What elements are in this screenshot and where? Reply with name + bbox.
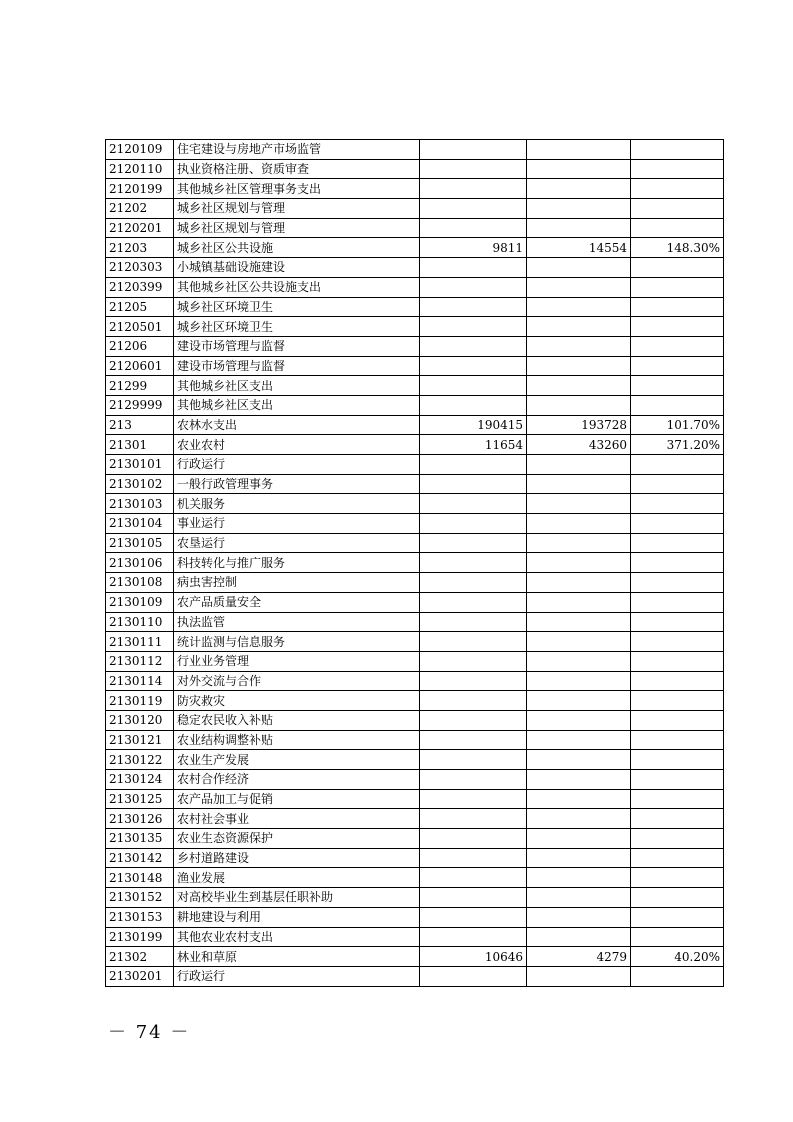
row-value-1-cell: [420, 218, 527, 238]
row-code-cell: 2130199: [106, 927, 174, 947]
row-value-2-cell: [527, 474, 631, 494]
table-row: [106, 789, 724, 809]
row-name-cell: 城乡社区规划与管理: [174, 218, 420, 238]
row-value-3-cell: [631, 789, 724, 809]
row-code-cell: 2120399: [106, 277, 174, 297]
table-row: [106, 395, 724, 415]
row-name-cell: 农产品加工与促销: [174, 789, 420, 809]
row-value-1-cell: 190415: [420, 415, 527, 435]
row-code-cell: 2130108: [106, 573, 174, 593]
row-value-2-cell: [527, 907, 631, 927]
row-value-3-cell: [631, 514, 724, 534]
table-row: [106, 415, 724, 435]
row-value-3-cell: [631, 671, 724, 691]
row-value-3-cell: [631, 317, 724, 337]
row-value-2-cell: [527, 651, 631, 671]
row-value-3-cell: [631, 907, 724, 927]
row-name-cell: 对外交流与合作: [174, 671, 420, 691]
row-name-cell: 城乡社区公共设施: [174, 238, 420, 258]
row-value-2-cell: [527, 730, 631, 750]
row-value-1-cell: 11654: [420, 435, 527, 455]
table-row: [106, 573, 724, 593]
row-value-1-cell: [420, 927, 527, 947]
table-row: [106, 455, 724, 475]
row-code-cell: 2130135: [106, 829, 174, 849]
table-row: [106, 474, 724, 494]
row-value-2-cell: [527, 455, 631, 475]
row-value-1-cell: [420, 140, 527, 160]
row-value-1-cell: [420, 888, 527, 908]
row-value-1-cell: [420, 868, 527, 888]
row-value-2-cell: 43260: [527, 435, 631, 455]
row-code-cell: 2130119: [106, 691, 174, 711]
row-value-3-cell: [631, 179, 724, 199]
row-name-cell: 一般行政管理事务: [174, 474, 420, 494]
row-value-2-cell: [527, 789, 631, 809]
row-value-3-cell: 148.30%: [631, 238, 724, 258]
row-value-3-cell: [631, 966, 724, 986]
row-value-1-cell: [420, 258, 527, 278]
table-row: [106, 159, 724, 179]
row-code-cell: 2130106: [106, 553, 174, 573]
row-name-cell: 城乡社区规划与管理: [174, 199, 420, 219]
row-value-3-cell: [631, 809, 724, 829]
row-code-cell: 2120110: [106, 159, 174, 179]
row-value-2-cell: [527, 258, 631, 278]
row-value-2-cell: [527, 966, 631, 986]
row-value-3-cell: [631, 691, 724, 711]
table-row: [106, 907, 724, 927]
row-value-2-cell: [527, 612, 631, 632]
row-code-cell: 2130112: [106, 651, 174, 671]
table-row: [106, 218, 724, 238]
row-code-cell: 213: [106, 415, 174, 435]
row-code-cell: 2120303: [106, 258, 174, 278]
row-value-1-cell: [420, 829, 527, 849]
row-value-1-cell: [420, 848, 527, 868]
row-code-cell: 2130105: [106, 533, 174, 553]
row-name-cell: 行政运行: [174, 966, 420, 986]
row-value-1-cell: [420, 789, 527, 809]
row-value-2-cell: [527, 514, 631, 534]
row-value-1-cell: [420, 750, 527, 770]
row-code-cell: 2130125: [106, 789, 174, 809]
table-row: [106, 966, 724, 986]
row-name-cell: 林业和草原: [174, 947, 420, 967]
row-value-3-cell: [631, 258, 724, 278]
row-value-3-cell: [631, 888, 724, 908]
row-code-cell: 2130120: [106, 710, 174, 730]
row-value-1-cell: [420, 277, 527, 297]
row-name-cell: 执业资格注册、资质审查: [174, 159, 420, 179]
row-code-cell: 2130101: [106, 455, 174, 475]
row-value-3-cell: [631, 868, 724, 888]
row-value-2-cell: [527, 140, 631, 160]
table-row: [106, 514, 724, 534]
row-name-cell: 对高校毕业生到基层任职补助: [174, 888, 420, 908]
row-value-3-cell: [631, 159, 724, 179]
row-value-2-cell: [527, 277, 631, 297]
row-code-cell: 21203: [106, 238, 174, 258]
row-code-cell: 2130103: [106, 494, 174, 514]
row-value-1-cell: [420, 573, 527, 593]
row-value-2-cell: [527, 159, 631, 179]
row-value-1-cell: [420, 612, 527, 632]
row-name-cell: 耕地建设与利用: [174, 907, 420, 927]
table-row: [106, 140, 724, 160]
table-row: [106, 612, 724, 632]
row-value-2-cell: [527, 336, 631, 356]
row-value-2-cell: [527, 888, 631, 908]
row-name-cell: 住宅建设与房地产市场监管: [174, 140, 420, 160]
row-value-1-cell: 10646: [420, 947, 527, 967]
row-value-1-cell: [420, 376, 527, 396]
row-name-cell: 其他城乡社区管理事务支出: [174, 179, 420, 199]
row-value-3-cell: [631, 829, 724, 849]
row-value-3-cell: [631, 336, 724, 356]
row-code-cell: 2130152: [106, 888, 174, 908]
row-name-cell: 城乡社区环境卫生: [174, 317, 420, 337]
row-value-2-cell: [527, 317, 631, 337]
table-row: [106, 710, 724, 730]
table-row: [106, 376, 724, 396]
row-code-cell: 2120501: [106, 317, 174, 337]
table-row: [106, 356, 724, 376]
row-name-cell: 农产品质量安全: [174, 592, 420, 612]
row-value-2-cell: [527, 691, 631, 711]
row-value-2-cell: [527, 573, 631, 593]
row-value-3-cell: [631, 474, 724, 494]
row-name-cell: 执法监管: [174, 612, 420, 632]
row-code-cell: 2130114: [106, 671, 174, 691]
table-row: [106, 868, 724, 888]
row-value-1-cell: [420, 907, 527, 927]
row-value-1-cell: [420, 592, 527, 612]
row-code-cell: 2130153: [106, 907, 174, 927]
row-name-cell: 科技转化与推广服务: [174, 553, 420, 573]
row-code-cell: 21205: [106, 297, 174, 317]
row-value-1-cell: [420, 395, 527, 415]
table-row: [106, 297, 724, 317]
table-row: [106, 179, 724, 199]
row-value-3-cell: 40.20%: [631, 947, 724, 967]
row-name-cell: 统计监测与信息服务: [174, 632, 420, 652]
row-value-3-cell: [631, 277, 724, 297]
row-value-2-cell: [527, 297, 631, 317]
row-name-cell: 其他城乡社区支出: [174, 376, 420, 396]
row-value-1-cell: [420, 730, 527, 750]
row-value-3-cell: [631, 297, 724, 317]
row-code-cell: 2130109: [106, 592, 174, 612]
row-value-1-cell: 9811: [420, 238, 527, 258]
table-row: [106, 770, 724, 790]
row-name-cell: 其他农业农村支出: [174, 927, 420, 947]
row-value-2-cell: 14554: [527, 238, 631, 258]
table-row: [106, 258, 724, 278]
table-row: [106, 829, 724, 849]
table-row: [106, 947, 724, 967]
row-code-cell: 2130124: [106, 770, 174, 790]
row-name-cell: 农业生产发展: [174, 750, 420, 770]
row-value-3-cell: [631, 533, 724, 553]
row-code-cell: 2130142: [106, 848, 174, 868]
row-name-cell: 建设市场管理与监督: [174, 356, 420, 376]
row-value-2-cell: [527, 199, 631, 219]
table-row: [106, 848, 724, 868]
row-name-cell: 事业运行: [174, 514, 420, 534]
row-code-cell: 2130126: [106, 809, 174, 829]
row-value-2-cell: [527, 868, 631, 888]
row-value-3-cell: [631, 730, 724, 750]
row-name-cell: 稳定农民收入补贴: [174, 710, 420, 730]
row-value-1-cell: [420, 336, 527, 356]
row-code-cell: 2130110: [106, 612, 174, 632]
row-name-cell: 农垦运行: [174, 533, 420, 553]
page-number: － 74 －: [108, 1022, 191, 1043]
row-code-cell: 2130121: [106, 730, 174, 750]
table-row: [106, 238, 724, 258]
row-value-2-cell: [527, 710, 631, 730]
row-value-3-cell: [631, 632, 724, 652]
row-value-1-cell: [420, 710, 527, 730]
row-value-3-cell: [631, 199, 724, 219]
row-value-3-cell: [631, 573, 724, 593]
row-value-2-cell: [527, 218, 631, 238]
row-name-cell: 机关服务: [174, 494, 420, 514]
row-name-cell: 其他城乡社区支出: [174, 395, 420, 415]
row-value-2-cell: [527, 592, 631, 612]
table-row: [106, 592, 724, 612]
budget-table-body: [106, 140, 724, 987]
row-code-cell: 2130102: [106, 474, 174, 494]
row-code-cell: 2120201: [106, 218, 174, 238]
row-value-1-cell: [420, 199, 527, 219]
row-value-1-cell: [420, 770, 527, 790]
row-value-1-cell: [420, 553, 527, 573]
row-name-cell: 其他城乡社区公共设施支出: [174, 277, 420, 297]
row-value-1-cell: [420, 966, 527, 986]
row-name-cell: 行政运行: [174, 455, 420, 475]
row-value-3-cell: 101.70%: [631, 415, 724, 435]
row-value-2-cell: [527, 632, 631, 652]
row-code-cell: 21202: [106, 199, 174, 219]
row-value-2-cell: [527, 809, 631, 829]
row-value-2-cell: [527, 829, 631, 849]
row-value-2-cell: [527, 750, 631, 770]
table-row: [106, 533, 724, 553]
table-row: [106, 809, 724, 829]
row-value-1-cell: [420, 297, 527, 317]
row-value-3-cell: [631, 927, 724, 947]
row-value-3-cell: [631, 770, 724, 790]
row-value-1-cell: [420, 474, 527, 494]
table-row: [106, 494, 724, 514]
table-row: [106, 277, 724, 297]
table-row: [106, 651, 724, 671]
table-row: [106, 553, 724, 573]
row-name-cell: 行业业务管理: [174, 651, 420, 671]
row-name-cell: 农业农村: [174, 435, 420, 455]
row-value-1-cell: [420, 809, 527, 829]
row-value-3-cell: [631, 651, 724, 671]
table-row: [106, 336, 724, 356]
row-value-2-cell: [527, 553, 631, 573]
row-name-cell: 农业结构调整补贴: [174, 730, 420, 750]
row-value-1-cell: [420, 455, 527, 475]
row-name-cell: 防灾救灾: [174, 691, 420, 711]
row-code-cell: 2130122: [106, 750, 174, 770]
row-name-cell: 建设市场管理与监督: [174, 336, 420, 356]
row-value-1-cell: [420, 179, 527, 199]
row-name-cell: 农业生态资源保护: [174, 829, 420, 849]
row-code-cell: 2120109: [106, 140, 174, 160]
row-name-cell: 病虫害控制: [174, 573, 420, 593]
row-value-1-cell: [420, 514, 527, 534]
row-value-3-cell: [631, 710, 724, 730]
row-value-3-cell: [631, 356, 724, 376]
row-code-cell: 21206: [106, 336, 174, 356]
table-row: [106, 199, 724, 219]
row-value-3-cell: [631, 395, 724, 415]
row-value-3-cell: [631, 218, 724, 238]
row-value-2-cell: [527, 671, 631, 691]
row-code-cell: 2120601: [106, 356, 174, 376]
row-value-1-cell: [420, 356, 527, 376]
row-value-2-cell: [527, 376, 631, 396]
row-value-2-cell: [527, 356, 631, 376]
row-value-3-cell: [631, 376, 724, 396]
row-value-1-cell: [420, 159, 527, 179]
table-row: [106, 730, 724, 750]
row-value-2-cell: [527, 179, 631, 199]
row-value-1-cell: [420, 691, 527, 711]
row-code-cell: 21301: [106, 435, 174, 455]
row-code-cell: 2130201: [106, 966, 174, 986]
table-row: [106, 691, 724, 711]
row-value-2-cell: [527, 770, 631, 790]
row-code-cell: 2130148: [106, 868, 174, 888]
row-name-cell: 乡村道路建设: [174, 848, 420, 868]
row-value-3-cell: [631, 612, 724, 632]
row-name-cell: 渔业发展: [174, 868, 420, 888]
table-row: [106, 317, 724, 337]
row-value-1-cell: [420, 671, 527, 691]
row-value-3-cell: [631, 553, 724, 573]
budget-table: [105, 139, 724, 987]
table-row: [106, 750, 724, 770]
row-code-cell: 2120199: [106, 179, 174, 199]
row-value-2-cell: [527, 927, 631, 947]
table-row: [106, 671, 724, 691]
table-row: [106, 927, 724, 947]
row-name-cell: 农村社会事业: [174, 809, 420, 829]
row-value-3-cell: [631, 494, 724, 514]
row-value-1-cell: [420, 494, 527, 514]
row-value-3-cell: [631, 848, 724, 868]
row-code-cell: 2130104: [106, 514, 174, 534]
row-name-cell: 农林水支出: [174, 415, 420, 435]
row-value-2-cell: [527, 494, 631, 514]
row-value-3-cell: [631, 455, 724, 475]
row-value-2-cell: 4279: [527, 947, 631, 967]
row-code-cell: 21302: [106, 947, 174, 967]
row-code-cell: 21299: [106, 376, 174, 396]
table-row: [106, 435, 724, 455]
row-value-2-cell: 193728: [527, 415, 631, 435]
row-value-1-cell: [420, 533, 527, 553]
table-row: [106, 632, 724, 652]
row-name-cell: 城乡社区环境卫生: [174, 297, 420, 317]
row-value-3-cell: 371.20%: [631, 435, 724, 455]
row-value-2-cell: [527, 533, 631, 553]
row-value-3-cell: [631, 592, 724, 612]
table-row: [106, 888, 724, 908]
row-value-1-cell: [420, 651, 527, 671]
row-value-2-cell: [527, 395, 631, 415]
row-value-3-cell: [631, 750, 724, 770]
row-value-1-cell: [420, 317, 527, 337]
row-code-cell: 2130111: [106, 632, 174, 652]
row-name-cell: 农村合作经济: [174, 770, 420, 790]
row-name-cell: 小城镇基础设施建设: [174, 258, 420, 278]
row-value-2-cell: [527, 848, 631, 868]
row-value-3-cell: [631, 140, 724, 160]
row-code-cell: 2129999: [106, 395, 174, 415]
row-value-1-cell: [420, 632, 527, 652]
